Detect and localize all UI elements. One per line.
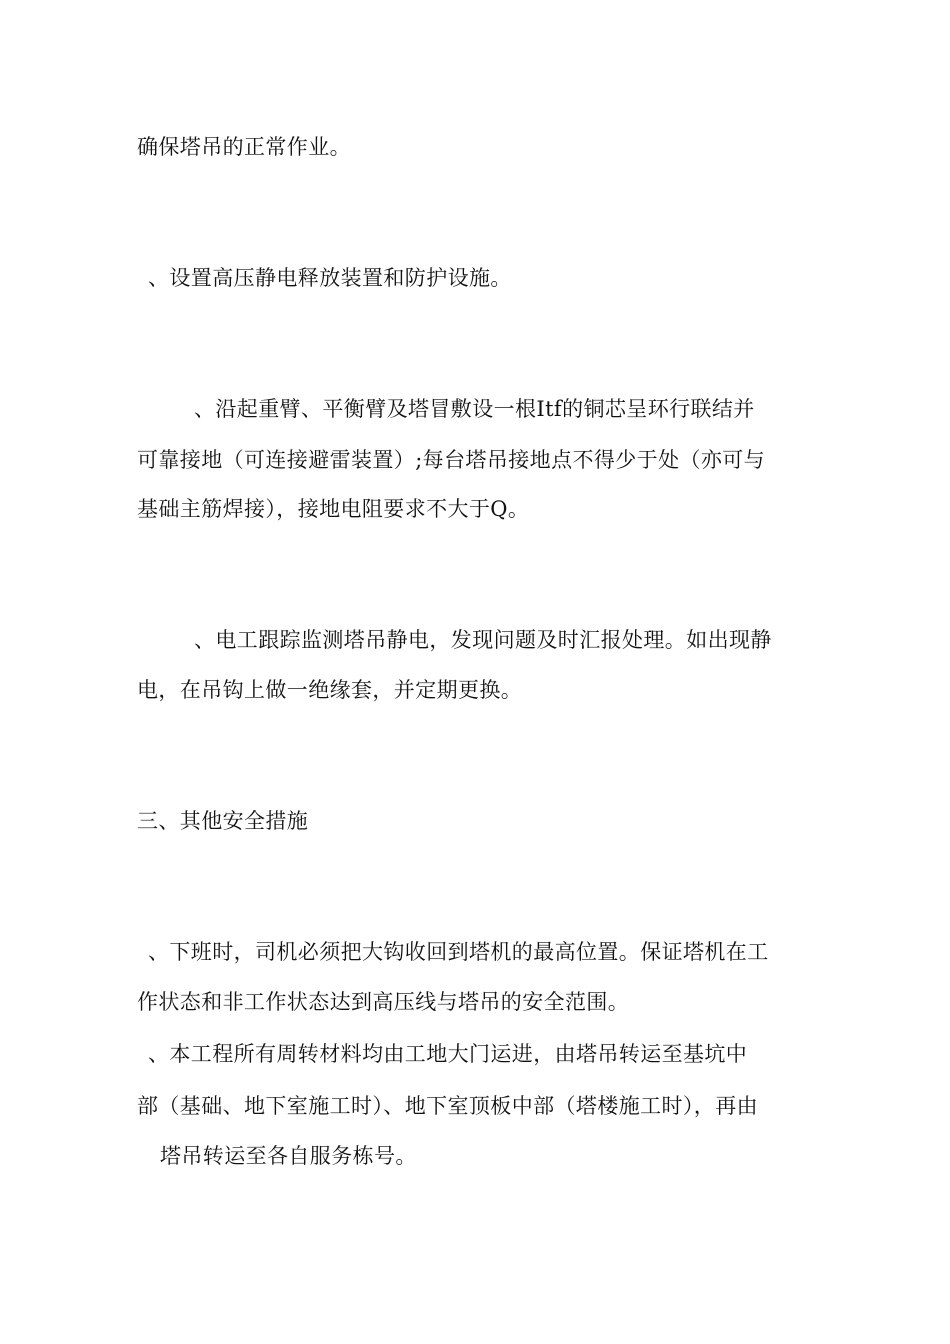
- text-line: 、电工跟踪监测塔吊静电，发现问题及时汇报处理。如出现静: [194, 628, 772, 652]
- text-line: 、下班时，司机必须把大钩收回到塔机的最高位置。保证塔机在工: [148, 940, 769, 964]
- text-line: 可靠接地（可连接避雷装置）;每台塔吊接地点不得少于处（亦可与: [137, 448, 766, 472]
- text-line: 部（基础、地下室施工时）、地下室顶板中部（塔楼施工时），再由: [137, 1094, 758, 1118]
- text-line: 基础主筋焊接），接地电阻要求不大于Q。: [137, 497, 530, 521]
- text-line: 、沿起重臂、平衡臂及塔冒敷设一根Itf的铜芯呈环行联结并: [194, 397, 755, 421]
- text-line: 、设置高压静电释放装置和防护设施。: [148, 266, 512, 290]
- section-heading: 三、其他安全措施: [137, 809, 309, 833]
- text-line: 电，在吊钩上做一绝缘套，并定期更换。: [137, 678, 523, 702]
- text-line: 塔吊转运至各自服务栋号。: [160, 1144, 417, 1168]
- text-line: 确保塔吊的正常作业。: [137, 135, 351, 159]
- text-line: 作状态和非工作状态达到高压线与塔吊的安全范围。: [137, 990, 630, 1014]
- text-line: 、本工程所有周转材料均由工地大门运进，由塔吊转运至基坑中: [148, 1042, 748, 1066]
